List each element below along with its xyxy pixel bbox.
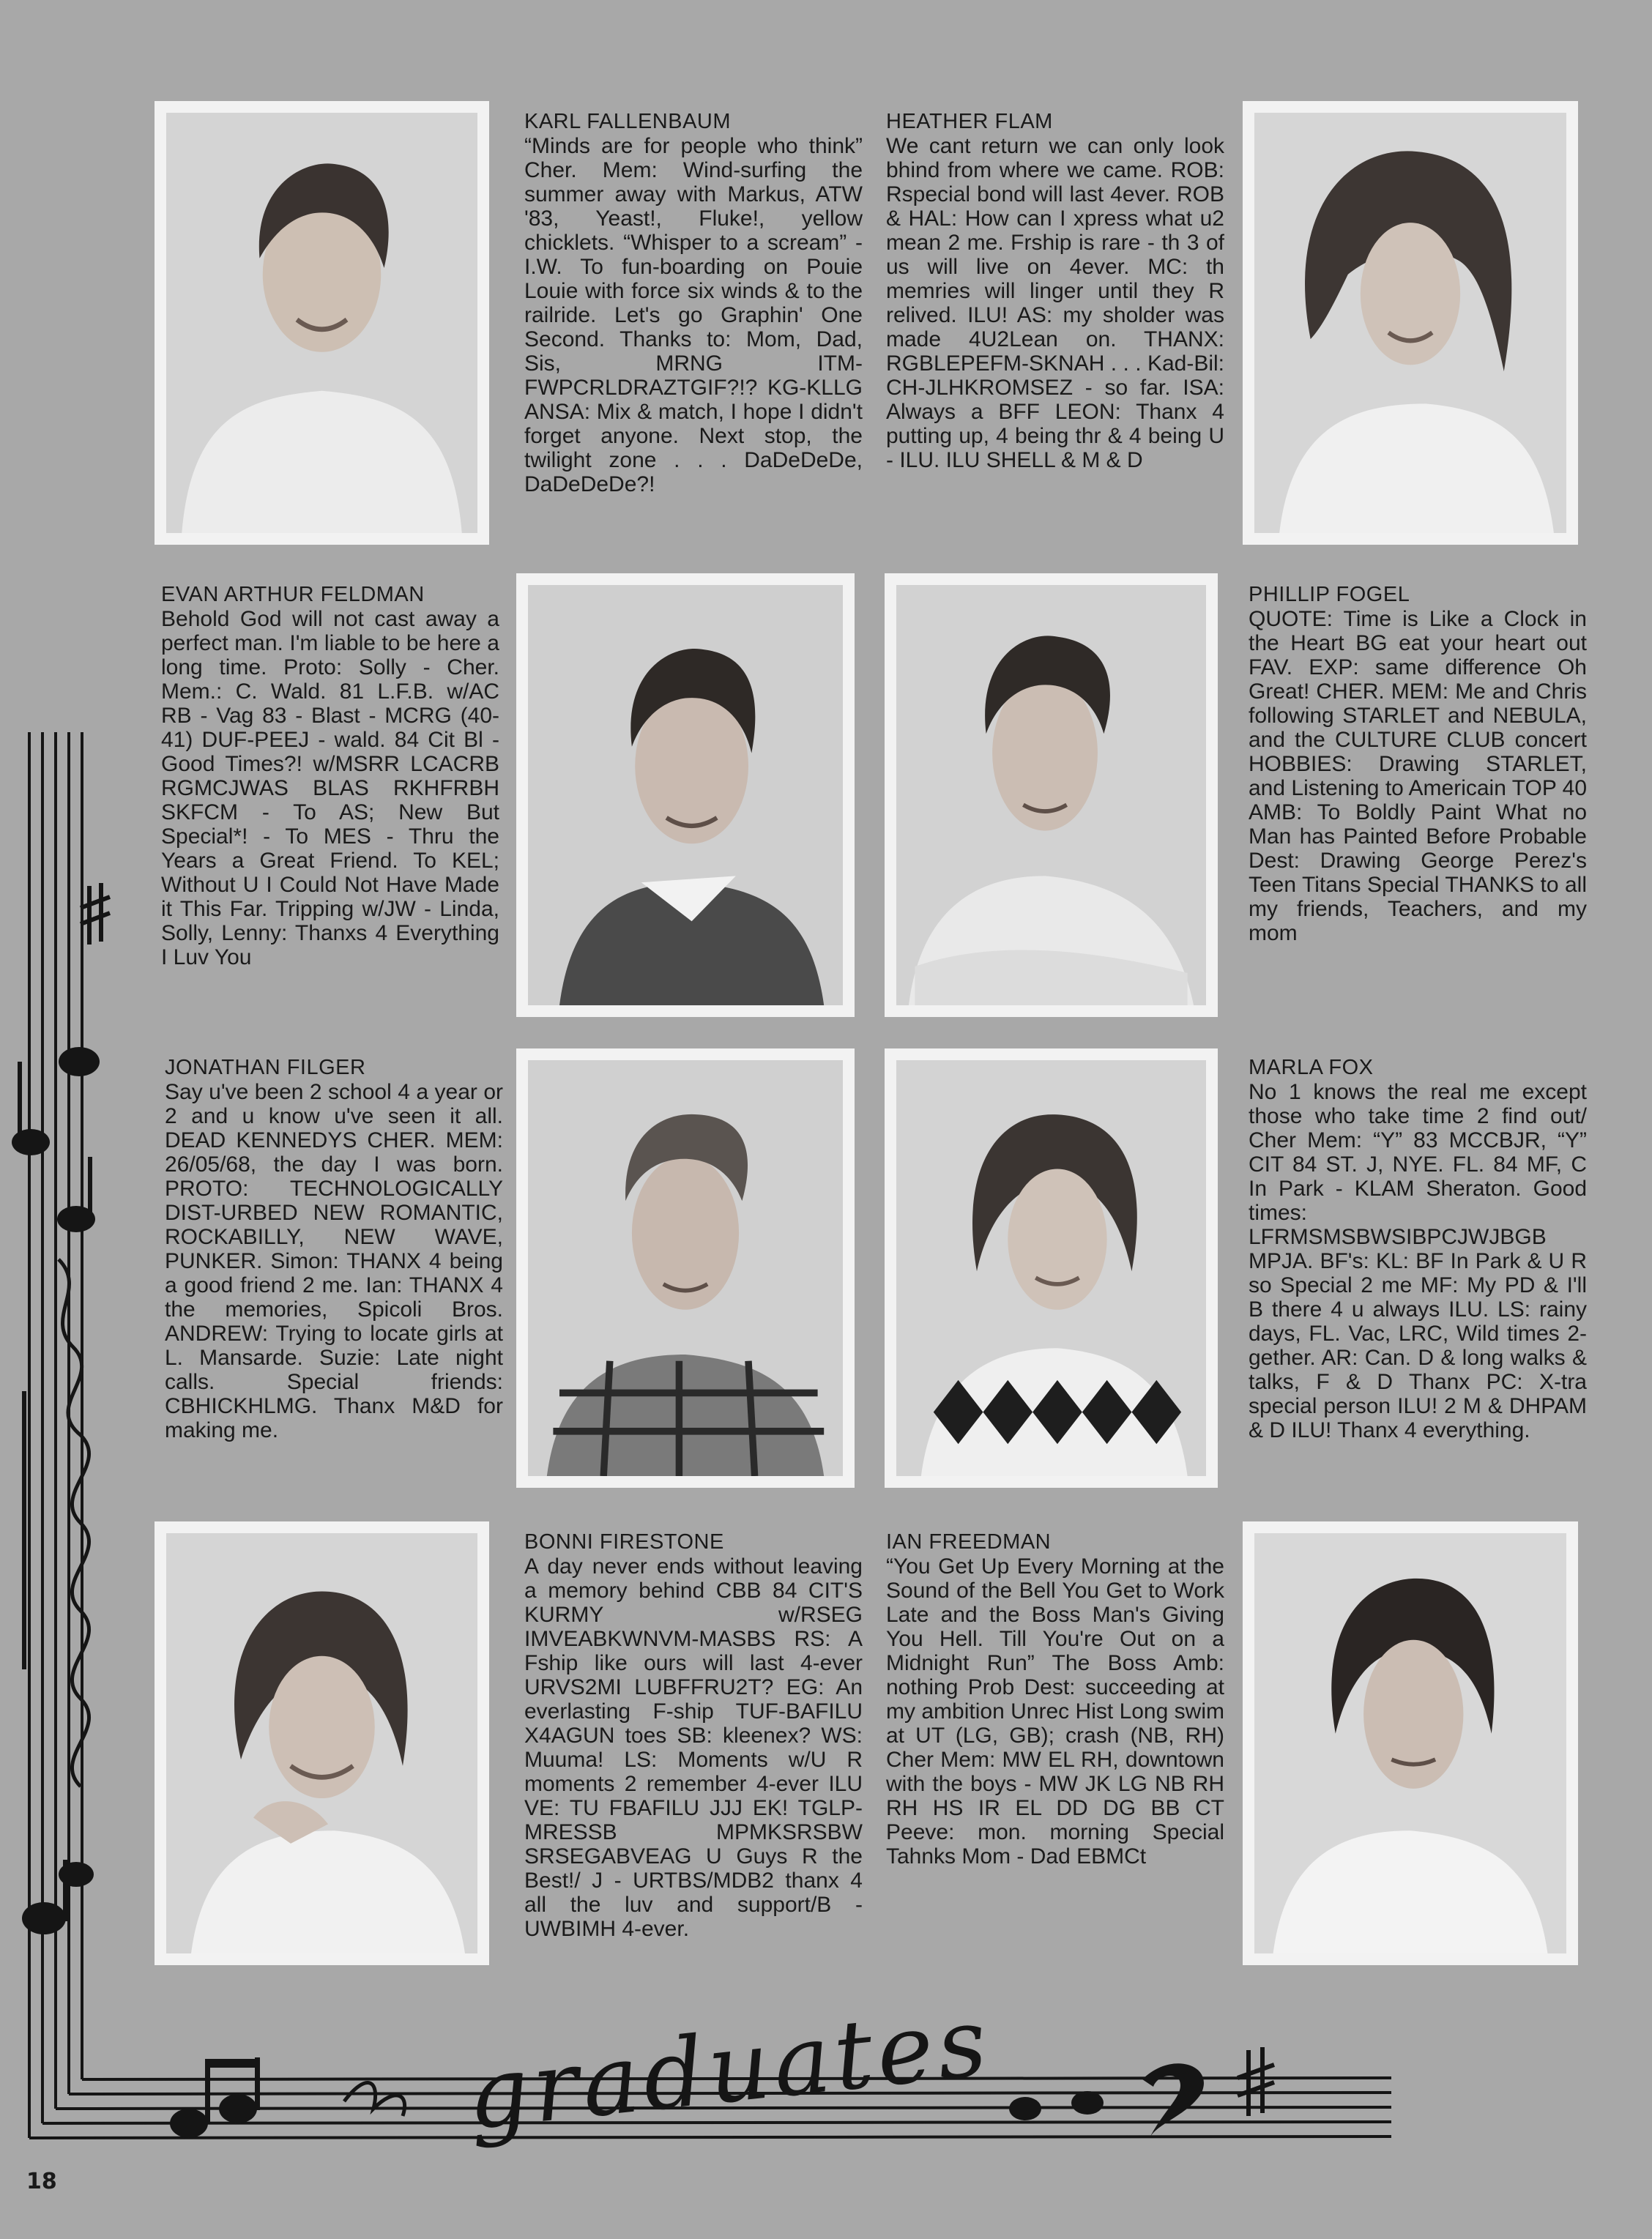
- student-bio: QUOTE: Time is Like a Clock in the Heart BG eat your heart out FAV. EXP: same difference Oh Great! CHER. MEM: Me and Chris following STARLET and NEBULA, and the CULTURE CLUB concert HOBBIES: Drawing STARLET, and Listening to Americain TOP 40 AMB: To Boldly Paint What no Man has Painted Before Probable Dest: Drawing George Perez's Teen Titans Special THANKS to all my friends, Teachers, and my mom: [1249, 607, 1587, 945]
- entry-bonni-firestone: [524, 1530, 863, 1941]
- sharp-symbol-icon: [81, 883, 110, 945]
- student-bio: Behold God will not cast away a perfect man. I'm liable to be here a long time. Proto: Solly - Cher. Mem.: C. Wald. 81 L.F.B. w/AC RB - Vag 83 - Blast - MCRG (40-41) DUF-PEEJ - wald. 84 Cit Bl - Good Times?! w/MSRR LCACRB RGMCJWAS BLAS RKHFRBH SKFCM - To AS; New But Special*! - To MES - Thru the Years a Great Friend. To KEL; Without U I Could Not Have Made it This Far. Tripping w/JW - Linda, Solly, Lenny: Thanxs 4 Everything I Luv You: [161, 607, 499, 969]
- entry-jonathan-filger: [165, 1056, 503, 1442]
- portrait-silhouette: [1254, 113, 1566, 533]
- student-bio: A day never ends without leaving a memory behind CBB 84 CIT'S KURMY w/RSEG IMVEABKWNVM-MASBS RS: A Fship like ours will last 4-ever URVS2MI LUBFFRU2T? EG: An everlasting F-ship TUF-BAFILU X4AGUN toes SB: kleenex? WS: Muuma! LS: Moments w/U R moments 2 remember 4-ever ILU VE: TU FBAFILU JJJ EK! TGLP-MRESSB MPMKSRSBW SRSEGABVEAG U Guys R the Best!/ J - URTBS/MDB2 thanx 4 all the luv and support/B - UWBIMH 4-ever.: [524, 1554, 863, 1941]
- student-name: EVAN ARTHUR FELDMAN: [161, 583, 425, 606]
- student-bio: We cant return we can only look bhind from where we came. ROB: Rspecial bond will last 4ever. ROB & HAL: How can I xpress what u2 mean 2 me. Frship is rare - th 3 of us will live on 4ever. MC: th memries will linger until they R relived. ILU! AS: my sholder was made 4U2Lean on. THANX: RGBLEPEFM-SKNAH . . . Kad-Bil: CH-JLHKROMSEZ - so far. ISA: Always a BFF LEON: Thanx 4 putting up, 4 being thr & 4 being U - ILU. ILU SHELL & M & D: [886, 134, 1224, 472]
- portrait-silhouette: [896, 585, 1206, 1005]
- student-bio: Say u've been 2 school 4 a year or 2 and u know u've seen it all. DEAD KENNEDYS CHER. MEM: 26/05/68, the day I was born. PROTO: TECHNOLOGICALLY DIST-URBED NEW ROMANTIC, ROCKABILLY, NEW WAVE, PUNKER. Simon: THANX 4 being a good friend 2 me. Ian: THANX 4 the memories, Spicoli Bros. ANDREW: Trying to locate girls at L. Mansarde. Suzie: Late night calls. Special friends: CBHICKHLMG. Thanx M&D for making me.: [165, 1080, 503, 1442]
- portrait-photo-karl-fallenbaum: [155, 101, 489, 545]
- page-number: 18: [26, 2169, 57, 2194]
- portrait-photo-ian-freedman: [1243, 1521, 1578, 1965]
- portrait-photo-heather-flam: [1243, 101, 1578, 545]
- student-bio: “Minds are for people who think” Cher. Mem: Wind-surfing the summer away with Markus, ATW '83, Yeast!, Fluke!, yellow chicklets. “Whisper to a scream” - I.W. To fun-boarding on Pouie Louie with force six winds & to the railride. Let's go Graphin' One Second. Thanks to: Mom, Dad, Sis, MRNG ITM-FWPCRLDRAZTGIF?!? KG-KLLG ANSA: Mix & match, I hope I didn't forget anyone. Next stop, the twilight zone . . . DaDeDeDe, DaDeDeDe?!: [524, 134, 863, 496]
- music-note-icon: [12, 1047, 100, 1934]
- student-name: KARL FALLENBAUM: [524, 110, 732, 133]
- sharp-symbol-icon: [1238, 2047, 1274, 2116]
- entry-heather-flam: [886, 110, 1224, 472]
- portrait-silhouette: [166, 1533, 477, 1953]
- portrait-photo-bonni-firestone: [155, 1521, 489, 1965]
- entry-karl-fallenbaum: [524, 110, 863, 496]
- portrait-silhouette: [1254, 1533, 1566, 1953]
- portrait-silhouette: [166, 113, 477, 533]
- portrait-silhouette: [528, 1060, 843, 1476]
- music-note-icon: [170, 2057, 1204, 2138]
- portrait-photo-marla-fox: [885, 1048, 1218, 1488]
- entry-evan-arthur-feldman: [161, 583, 499, 969]
- student-bio: “You Get Up Every Morning at the Sound of the Bell You Get to Work Late and the Boss Man's Giving You Hell. Till You're Out on a Midnight Run” The Boss Amb: nothing Prob Dest: succeeding at my ambition Unrec Hist Long swim at UT (LG, GB); crash (NB, RH) Cher Mem: MW EL RH, downtown with the boys - MW JK LG NB RH RH HS IR EL DD DG BB CT Peeve: mon. morning Special Tahnks Mom - Dad EBMCt: [886, 1554, 1224, 1869]
- student-name: IAN FREEDMAN: [886, 1530, 1052, 1554]
- portrait-photo-jonathan-filger: [516, 1048, 855, 1488]
- entry-phillip-fogel: [1249, 583, 1587, 945]
- graduates-script: graduates: [461, 1985, 997, 2151]
- portrait-silhouette: [528, 585, 843, 1005]
- portrait-photo-evan-arthur-feldman: [516, 573, 855, 1017]
- student-name: JONATHAN FILGER: [165, 1056, 366, 1079]
- student-bio: No 1 knows the real me except those who take time 2 find out/ Cher Mem: “Y” 83 MCCBJR, “Y” CIT 84 ST. J, NYE. FL. 84 MF, C In Park - KLAM Sheraton. Good times: LFRMSMSBWSIBPCJWJBGB MPJA. BF's: KL: BF In Park & U R so Special 2 me MF: My PD & I'll B there 4 u always ILU. LS: rainy days, FL. Vac, LRC, Wild times 2-gether. AR: Can. D & long walks & talks, F & D Thanx PC: X-tra special person ILU! 2 M & DHPAM & D ILU! Thanx 4 everything.: [1249, 1080, 1587, 1442]
- portrait-photo-phillip-fogel: [885, 573, 1218, 1017]
- entry-marla-fox: [1249, 1056, 1587, 1442]
- entry-ian-freedman: [886, 1530, 1224, 1869]
- student-name: BONNI FIRESTONE: [524, 1530, 724, 1554]
- portrait-silhouette: [896, 1060, 1206, 1476]
- student-name: HEATHER FLAM: [886, 110, 1053, 133]
- student-name: MARLA FOX: [1249, 1056, 1374, 1079]
- student-name: PHILLIP FOGEL: [1249, 583, 1410, 606]
